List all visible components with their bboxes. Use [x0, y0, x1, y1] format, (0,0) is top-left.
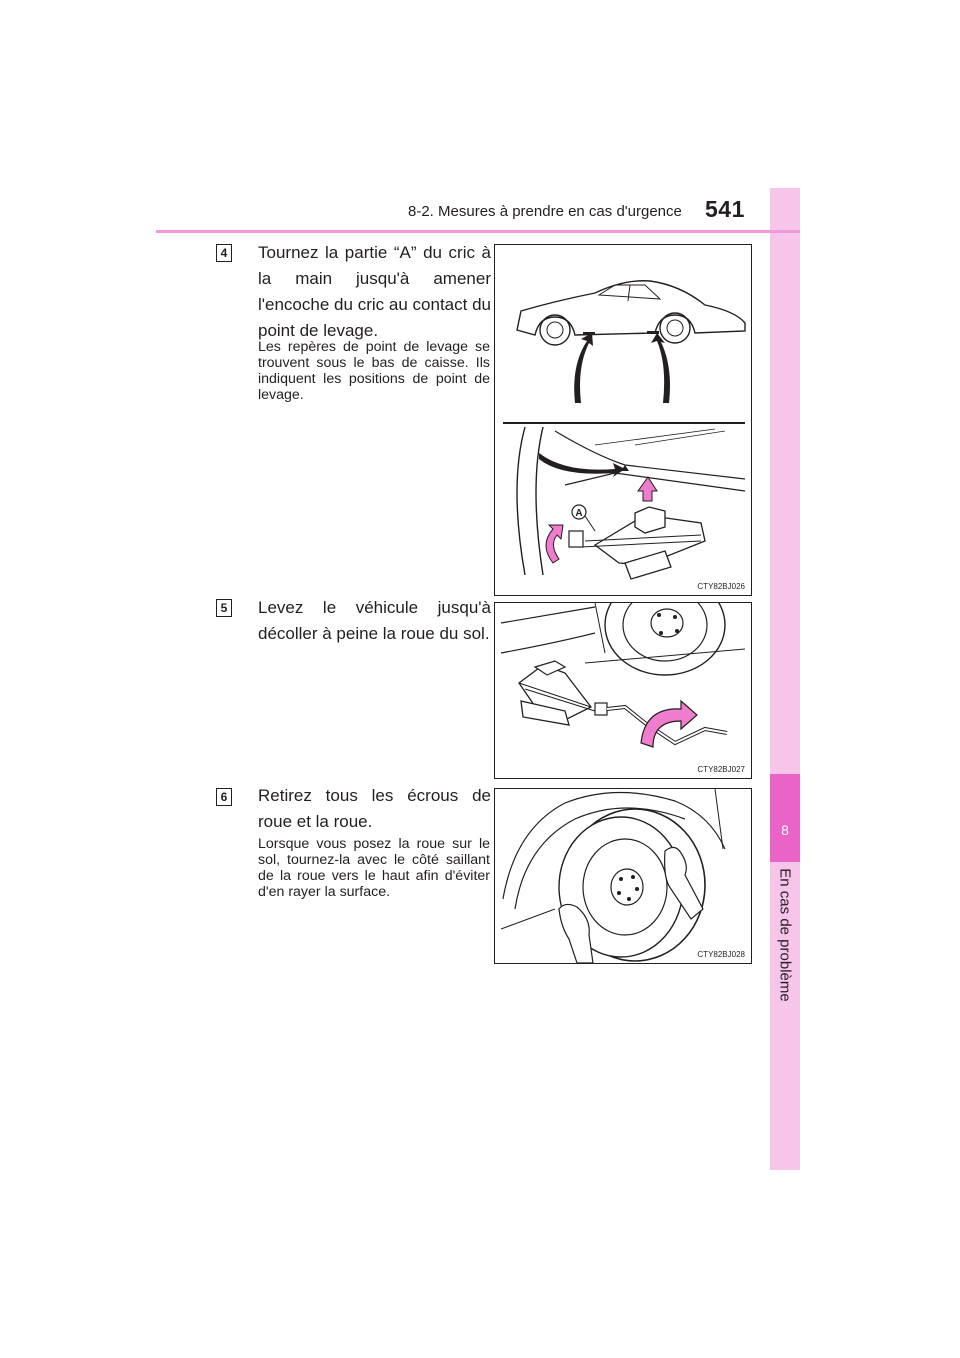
step-5-number: 5 [216, 599, 232, 617]
jack-lift-points-illustration [495, 245, 751, 595]
figure-code: CTY82BJ028 [697, 950, 745, 959]
header-rule [156, 230, 800, 233]
remove-wheel-illustration [495, 789, 751, 963]
figure-code: CTY82BJ026 [697, 582, 745, 591]
figure-label-a: A [575, 508, 583, 519]
chapter-number: 8 [781, 822, 789, 838]
figure-jack-lift-points [494, 244, 752, 596]
chapter-side-tab-active [770, 774, 800, 862]
step-4-number: 4 [216, 244, 232, 262]
step-4-note: Les repères de point de levage se trouvent sous le bas de caisse. Ils indiquent les positions de point de levage. [258, 339, 490, 403]
chapter-side-tab [770, 188, 800, 1170]
page-number: 541 [705, 196, 745, 222]
raise-vehicle-illustration [495, 603, 751, 778]
section-title: 8-2. Mesures à prendre en cas d'urgence [408, 203, 682, 220]
step-4-text: Tournez la partie “A” du cric à la main jusqu'à amener l'encoche du cric au contact du point de levage. [258, 243, 491, 340]
step-6-note: Lorsque vous posez la roue sur le sol, tournez-la avec le côté saillant de la roue vers le haut afin d'éviter d'en rayer la surface. [258, 836, 490, 900]
step-6-text: Retirez tous les écrous de roue et la roue. [258, 786, 491, 831]
figure-code: CTY82BJ027 [697, 765, 745, 774]
step-6-number: 6 [216, 788, 232, 806]
step-5-text: Levez le véhicule jusqu'à décoller à peine la roue du sol. [258, 598, 491, 643]
figure-raise-vehicle [494, 602, 752, 779]
chapter-title: En cas de problème [776, 868, 794, 1002]
figure-remove-wheel [494, 788, 752, 964]
